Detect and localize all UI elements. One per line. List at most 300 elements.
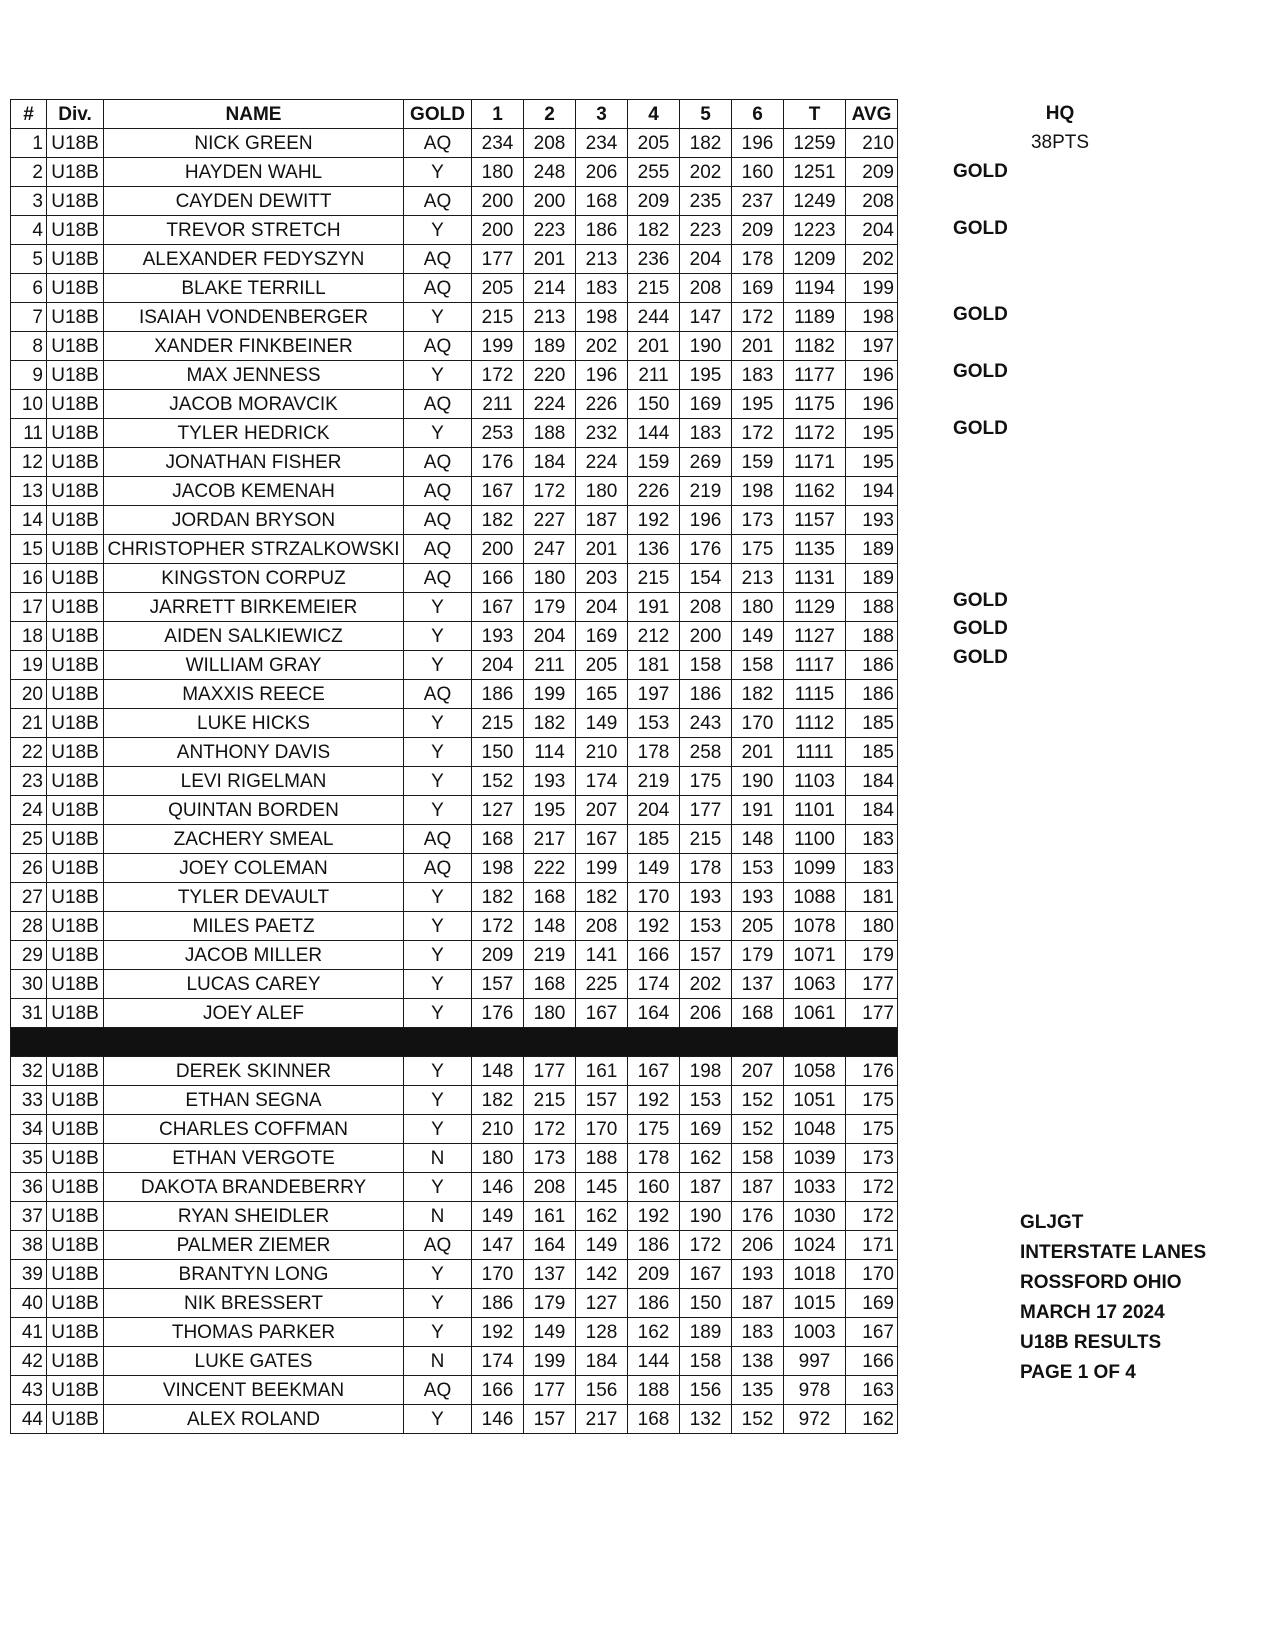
game-4-cell: 153 [628, 709, 680, 738]
game-1-cell: 148 [472, 1057, 524, 1086]
division-cell: U18B [47, 680, 104, 709]
game-3-cell: 196 [576, 361, 628, 390]
rank-cell: 41 [11, 1318, 47, 1347]
name-cell: BLAKE TERRILL [104, 274, 404, 303]
game-5-cell: 198 [680, 1057, 732, 1086]
game-6-cell: 182 [732, 680, 784, 709]
col-header-game-2: 2 [524, 100, 576, 129]
average-cell: 209 [846, 158, 898, 187]
game-2-cell: 227 [524, 506, 576, 535]
game-4-cell: 181 [628, 651, 680, 680]
game-5-cell: 189 [680, 1318, 732, 1347]
division-cell: U18B [47, 187, 104, 216]
total-cell: 1209 [784, 245, 846, 274]
gold-status-cell: AQ [404, 448, 472, 477]
total-cell: 1162 [784, 477, 846, 506]
game-3-cell: 199 [576, 854, 628, 883]
game-3-cell: 234 [576, 129, 628, 158]
average-cell: 198 [846, 303, 898, 332]
rank-cell: 9 [11, 361, 47, 390]
game-6-cell: 149 [732, 622, 784, 651]
gold-status-cell: Y [404, 593, 472, 622]
average-cell: 189 [846, 564, 898, 593]
game-5-cell: 200 [680, 622, 732, 651]
rank-cell: 19 [11, 651, 47, 680]
rank-cell: 3 [11, 187, 47, 216]
gold-status-cell: Y [404, 767, 472, 796]
game-4-cell: 215 [628, 564, 680, 593]
average-cell: 183 [846, 825, 898, 854]
total-cell: 1048 [784, 1115, 846, 1144]
game-6-cell: 175 [732, 535, 784, 564]
total-cell: 1033 [784, 1173, 846, 1202]
game-3-cell: 141 [576, 941, 628, 970]
table-row [11, 738, 898, 767]
game-4-cell: 149 [628, 854, 680, 883]
game-3-cell: 217 [576, 1405, 628, 1434]
game-4-cell: 175 [628, 1115, 680, 1144]
gold-tag: GOLD [953, 303, 1008, 325]
total-cell: 1061 [784, 999, 846, 1028]
event-location: ROSSFORD OHIO [1020, 1272, 1182, 1293]
hq-points: 38PTS [1030, 132, 1090, 153]
table-row [11, 1289, 898, 1318]
rank-cell: 39 [11, 1260, 47, 1289]
total-cell: 1259 [784, 129, 846, 158]
gold-status-cell: Y [404, 419, 472, 448]
rank-cell: 4 [11, 216, 47, 245]
name-cell: BRANTYN LONG [104, 1260, 404, 1289]
gold-status-cell: Y [404, 1057, 472, 1086]
average-cell: 169 [846, 1289, 898, 1318]
col-header-gold: GOLD [404, 100, 472, 129]
game-3-cell: 167 [576, 999, 628, 1028]
event-venue: INTERSTATE LANES [1020, 1242, 1207, 1263]
game-1-cell: 168 [472, 825, 524, 854]
game-6-cell: 179 [732, 941, 784, 970]
game-2-cell: 224 [524, 390, 576, 419]
gold-status-cell: N [404, 1347, 472, 1376]
game-4-cell: 182 [628, 216, 680, 245]
gold-tag: GOLD [953, 618, 1008, 640]
game-1-cell: 167 [472, 477, 524, 506]
game-1-cell: 180 [472, 158, 524, 187]
rank-cell: 15 [11, 535, 47, 564]
game-6-cell: 187 [732, 1173, 784, 1202]
game-2-cell: 177 [524, 1376, 576, 1405]
name-cell: QUINTAN BORDEN [104, 796, 404, 825]
average-cell: 166 [846, 1347, 898, 1376]
game-5-cell: 169 [680, 1115, 732, 1144]
total-cell: 1171 [784, 448, 846, 477]
table-row [11, 361, 898, 390]
game-5-cell: 269 [680, 448, 732, 477]
game-1-cell: 182 [472, 1086, 524, 1115]
game-4-cell: 162 [628, 1318, 680, 1347]
table-row [11, 419, 898, 448]
division-cell: U18B [47, 129, 104, 158]
division-cell: U18B [47, 1405, 104, 1434]
division-cell: U18B [47, 999, 104, 1028]
table-row [11, 158, 898, 187]
game-2-cell: 189 [524, 332, 576, 361]
game-6-cell: 170 [732, 709, 784, 738]
game-2-cell: 195 [524, 796, 576, 825]
game-4-cell: 191 [628, 593, 680, 622]
rank-cell: 40 [11, 1289, 47, 1318]
game-3-cell: 204 [576, 593, 628, 622]
game-4-cell: 186 [628, 1289, 680, 1318]
gold-status-cell: AQ [404, 506, 472, 535]
game-5-cell: 147 [680, 303, 732, 332]
game-4-cell: 186 [628, 1231, 680, 1260]
game-5-cell: 157 [680, 941, 732, 970]
total-cell: 1018 [784, 1260, 846, 1289]
rank-cell: 24 [11, 796, 47, 825]
game-5-cell: 193 [680, 883, 732, 912]
rank-cell: 5 [11, 245, 47, 274]
game-6-cell: 160 [732, 158, 784, 187]
game-3-cell: 202 [576, 332, 628, 361]
game-4-cell: 215 [628, 274, 680, 303]
table-row [11, 245, 898, 274]
game-5-cell: 204 [680, 245, 732, 274]
header-row [11, 100, 898, 129]
gold-status-cell: AQ [404, 390, 472, 419]
game-3-cell: 156 [576, 1376, 628, 1405]
division-cell: U18B [47, 448, 104, 477]
table-row [11, 1173, 898, 1202]
division-cell: U18B [47, 622, 104, 651]
name-cell: JORDAN BRYSON [104, 506, 404, 535]
game-2-cell: 223 [524, 216, 576, 245]
gold-status-cell: AQ [404, 854, 472, 883]
game-5-cell: 158 [680, 651, 732, 680]
division-cell: U18B [47, 1260, 104, 1289]
name-cell: THOMAS PARKER [104, 1318, 404, 1347]
average-cell: 170 [846, 1260, 898, 1289]
table-row [11, 680, 898, 709]
game-6-cell: 237 [732, 187, 784, 216]
gold-tag: GOLD [953, 217, 1008, 239]
game-4-cell: 188 [628, 1376, 680, 1405]
rank-cell: 13 [11, 477, 47, 506]
table-row [11, 390, 898, 419]
game-5-cell: 154 [680, 564, 732, 593]
game-6-cell: 207 [732, 1057, 784, 1086]
game-1-cell: 253 [472, 419, 524, 448]
game-1-cell: 176 [472, 999, 524, 1028]
game-3-cell: 226 [576, 390, 628, 419]
col-header-game-4: 4 [628, 100, 680, 129]
average-cell: 172 [846, 1202, 898, 1231]
name-cell: AIDEN SALKIEWICZ [104, 622, 404, 651]
event-division-results: U18B RESULTS [1020, 1332, 1162, 1353]
col-header-rank: # [11, 100, 47, 129]
game-4-cell: 166 [628, 941, 680, 970]
game-1-cell: 215 [472, 303, 524, 332]
division-cell: U18B [47, 390, 104, 419]
total-cell: 1112 [784, 709, 846, 738]
game-6-cell: 168 [732, 999, 784, 1028]
rank-cell: 22 [11, 738, 47, 767]
division-cell: U18B [47, 245, 104, 274]
game-5-cell: 190 [680, 1202, 732, 1231]
gold-status-cell: AQ [404, 274, 472, 303]
table-row [11, 274, 898, 303]
name-cell: TREVOR STRETCH [104, 216, 404, 245]
name-cell: CAYDEN DEWITT [104, 187, 404, 216]
rank-cell: 14 [11, 506, 47, 535]
total-cell: 1078 [784, 912, 846, 941]
game-2-cell: 248 [524, 158, 576, 187]
average-cell: 184 [846, 796, 898, 825]
game-3-cell: 145 [576, 1173, 628, 1202]
game-1-cell: 146 [472, 1405, 524, 1434]
game-2-cell: 172 [524, 477, 576, 506]
table-row [11, 564, 898, 593]
event-date: MARCH 17 2024 [1020, 1302, 1165, 1323]
name-cell: CHARLES COFFMAN [104, 1115, 404, 1144]
game-5-cell: 176 [680, 535, 732, 564]
rank-cell: 44 [11, 1405, 47, 1434]
game-6-cell: 201 [732, 332, 784, 361]
game-3-cell: 167 [576, 825, 628, 854]
col-header-total: T [784, 100, 846, 129]
average-cell: 167 [846, 1318, 898, 1347]
table-row [11, 709, 898, 738]
game-2-cell: 208 [524, 1173, 576, 1202]
gold-status-cell: Y [404, 361, 472, 390]
game-5-cell: 195 [680, 361, 732, 390]
game-1-cell: 172 [472, 361, 524, 390]
section-divider [11, 1028, 898, 1057]
table-row [11, 477, 898, 506]
game-6-cell: 183 [732, 361, 784, 390]
game-1-cell: 234 [472, 129, 524, 158]
average-cell: 175 [846, 1115, 898, 1144]
col-header-game-1: 1 [472, 100, 524, 129]
game-5-cell: 202 [680, 158, 732, 187]
table-row [11, 622, 898, 651]
division-cell: U18B [47, 796, 104, 825]
game-5-cell: 178 [680, 854, 732, 883]
average-cell: 197 [846, 332, 898, 361]
game-1-cell: 149 [472, 1202, 524, 1231]
total-cell: 1127 [784, 622, 846, 651]
game-2-cell: 200 [524, 187, 576, 216]
rank-cell: 12 [11, 448, 47, 477]
game-6-cell: 195 [732, 390, 784, 419]
table-row [11, 651, 898, 680]
game-5-cell: 153 [680, 1086, 732, 1115]
division-cell: U18B [47, 593, 104, 622]
total-cell: 1194 [784, 274, 846, 303]
game-6-cell: 158 [732, 1144, 784, 1173]
game-2-cell: 148 [524, 912, 576, 941]
col-header-game-6: 6 [732, 100, 784, 129]
game-6-cell: 206 [732, 1231, 784, 1260]
game-6-cell: 193 [732, 883, 784, 912]
total-cell: 1063 [784, 970, 846, 999]
name-cell: DEREK SKINNER [104, 1057, 404, 1086]
rank-cell: 27 [11, 883, 47, 912]
game-4-cell: 192 [628, 912, 680, 941]
game-3-cell: 161 [576, 1057, 628, 1086]
gold-status-cell: N [404, 1202, 472, 1231]
game-1-cell: 211 [472, 390, 524, 419]
name-cell: CHRISTOPHER STRZALKOWSKI [104, 535, 404, 564]
name-cell: HAYDEN WAHL [104, 158, 404, 187]
game-4-cell: 244 [628, 303, 680, 332]
game-2-cell: 182 [524, 709, 576, 738]
name-cell: LUKE GATES [104, 1347, 404, 1376]
game-5-cell: 182 [680, 129, 732, 158]
game-4-cell: 197 [628, 680, 680, 709]
game-6-cell: 172 [732, 419, 784, 448]
name-cell: TYLER HEDRICK [104, 419, 404, 448]
name-cell: LUKE HICKS [104, 709, 404, 738]
game-5-cell: 208 [680, 593, 732, 622]
total-cell: 972 [784, 1405, 846, 1434]
table-row [11, 332, 898, 361]
game-3-cell: 224 [576, 448, 628, 477]
col-header-game-3: 3 [576, 100, 628, 129]
game-2-cell: 199 [524, 680, 576, 709]
total-cell: 1117 [784, 651, 846, 680]
total-cell: 1039 [784, 1144, 846, 1173]
game-2-cell: 204 [524, 622, 576, 651]
average-cell: 186 [846, 651, 898, 680]
total-cell: 1249 [784, 187, 846, 216]
name-cell: NIK BRESSERT [104, 1289, 404, 1318]
game-2-cell: 188 [524, 419, 576, 448]
game-4-cell: 136 [628, 535, 680, 564]
gold-status-cell: N [404, 1144, 472, 1173]
game-4-cell: 212 [628, 622, 680, 651]
total-cell: 1103 [784, 767, 846, 796]
gold-tag: GOLD [953, 589, 1008, 611]
gold-status-cell: Y [404, 1318, 472, 1347]
division-cell: U18B [47, 1086, 104, 1115]
game-5-cell: 156 [680, 1376, 732, 1405]
game-1-cell: 200 [472, 187, 524, 216]
gold-status-cell: AQ [404, 129, 472, 158]
game-1-cell: 198 [472, 854, 524, 883]
gold-status-cell: Y [404, 1115, 472, 1144]
game-2-cell: 168 [524, 883, 576, 912]
game-2-cell: 177 [524, 1057, 576, 1086]
average-cell: 173 [846, 1144, 898, 1173]
total-cell: 997 [784, 1347, 846, 1376]
name-cell: MILES PAETZ [104, 912, 404, 941]
game-3-cell: 225 [576, 970, 628, 999]
table-row [11, 535, 898, 564]
rank-cell: 6 [11, 274, 47, 303]
division-cell: U18B [47, 564, 104, 593]
col-header-game-5: 5 [680, 100, 732, 129]
name-cell: JACOB MORAVCIK [104, 390, 404, 419]
game-4-cell: 219 [628, 767, 680, 796]
game-4-cell: 144 [628, 1347, 680, 1376]
game-2-cell: 220 [524, 361, 576, 390]
game-4-cell: 236 [628, 245, 680, 274]
game-4-cell: 209 [628, 1260, 680, 1289]
name-cell: KINGSTON CORPUZ [104, 564, 404, 593]
rank-cell: 43 [11, 1376, 47, 1405]
game-6-cell: 152 [732, 1086, 784, 1115]
game-5-cell: 190 [680, 332, 732, 361]
game-3-cell: 182 [576, 883, 628, 912]
gold-status-cell: AQ [404, 680, 472, 709]
name-cell: ETHAN VERGOTE [104, 1144, 404, 1173]
total-cell: 1111 [784, 738, 846, 767]
total-cell: 1223 [784, 216, 846, 245]
game-3-cell: 128 [576, 1318, 628, 1347]
game-3-cell: 168 [576, 187, 628, 216]
game-5-cell: 177 [680, 796, 732, 825]
game-2-cell: 215 [524, 1086, 576, 1115]
average-cell: 188 [846, 593, 898, 622]
game-5-cell: 167 [680, 1260, 732, 1289]
game-2-cell: 193 [524, 767, 576, 796]
rank-cell: 31 [11, 999, 47, 1028]
rank-cell: 29 [11, 941, 47, 970]
game-3-cell: 157 [576, 1086, 628, 1115]
rank-cell: 25 [11, 825, 47, 854]
name-cell: PALMER ZIEMER [104, 1231, 404, 1260]
game-4-cell: 192 [628, 506, 680, 535]
game-5-cell: 153 [680, 912, 732, 941]
game-5-cell: 162 [680, 1144, 732, 1173]
division-cell: U18B [47, 1115, 104, 1144]
average-cell: 195 [846, 419, 898, 448]
gold-status-cell: Y [404, 1289, 472, 1318]
rank-cell: 32 [11, 1057, 47, 1086]
rank-cell: 16 [11, 564, 47, 593]
game-5-cell: 215 [680, 825, 732, 854]
game-2-cell: 201 [524, 245, 576, 274]
rank-cell: 34 [11, 1115, 47, 1144]
rank-cell: 1 [11, 129, 47, 158]
game-3-cell: 198 [576, 303, 628, 332]
total-cell: 978 [784, 1376, 846, 1405]
rank-cell: 35 [11, 1144, 47, 1173]
game-5-cell: 158 [680, 1347, 732, 1376]
game-3-cell: 187 [576, 506, 628, 535]
gold-status-cell: AQ [404, 1231, 472, 1260]
table-row [11, 999, 898, 1028]
game-5-cell: 258 [680, 738, 732, 767]
game-1-cell: 180 [472, 1144, 524, 1173]
game-3-cell: 201 [576, 535, 628, 564]
game-4-cell: 178 [628, 1144, 680, 1173]
table-row [11, 1347, 898, 1376]
gold-status-cell: AQ [404, 535, 472, 564]
division-cell: U18B [47, 1231, 104, 1260]
game-2-cell: 179 [524, 1289, 576, 1318]
division-cell: U18B [47, 883, 104, 912]
gold-status-cell: Y [404, 651, 472, 680]
gold-status-cell: Y [404, 1086, 472, 1115]
game-5-cell: 223 [680, 216, 732, 245]
average-cell: 202 [846, 245, 898, 274]
game-5-cell: 202 [680, 970, 732, 999]
rank-cell: 30 [11, 970, 47, 999]
rank-cell: 2 [11, 158, 47, 187]
rank-cell: 33 [11, 1086, 47, 1115]
name-cell: LEVI RIGELMAN [104, 767, 404, 796]
